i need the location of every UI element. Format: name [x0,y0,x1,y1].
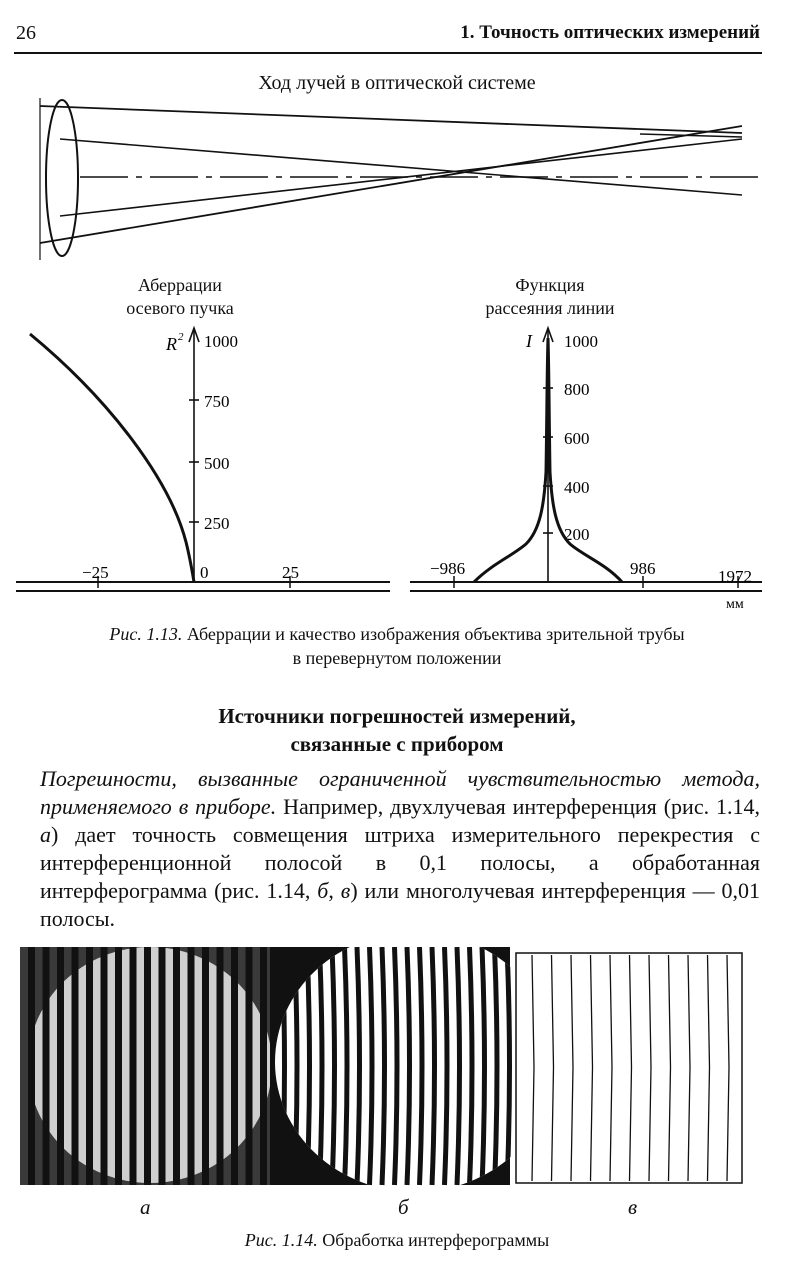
chapter-title: 1. Точность оптических измерений [460,22,760,43]
aberration-plot [0,320,400,600]
lsf-x-unit: мм [726,597,744,612]
fringe-stripe [246,947,253,1185]
paragraph-text: , [328,878,341,903]
fringe-stripe [217,947,224,1185]
lsf-y-tick-label: 400 [564,478,590,497]
page-number: 26 [16,22,36,44]
fringe-stripe [495,947,498,1185]
figure-1-13-caption [0,622,794,670]
lsf-y-tick-label: 600 [564,429,590,448]
caption-label: Рис. 1.13. [109,624,183,644]
fringe-stripe [507,947,510,1185]
lsf-x-tick-label: 1972 [718,567,752,586]
fringe-stripe [28,947,35,1185]
lsf-x-tick-label: −986 [430,559,466,578]
lsf-plot [400,320,794,620]
upper-ray [40,106,742,133]
caption-text: Обработка интерферограммы [322,1230,550,1250]
fringe-stripe [173,947,180,1185]
fringe-stripe [231,947,238,1185]
fringe-stripe [445,947,448,1185]
panel-label-a: а [140,1195,151,1219]
lens-shape [46,100,78,256]
fringe-stripe [159,947,166,1185]
aberration-title-line2: осевого пучка [126,298,234,318]
lsf-y-tick-label: 1000 [564,332,598,351]
header-rule [14,52,762,54]
paragraph-text: ) или многолучевая интерференция — 0,01 полосы. [40,878,760,931]
paragraph-text: ) дает точность совмещения штриха измерительного перекрестия с интерференционной полосой в 0,1 полосы, а обработанная интерферограмма (рис. 1.14, [40,822,760,903]
figure-1-14-caption [0,1228,794,1252]
fringe-stripe [202,947,209,1185]
lsf-y-label: I [526,331,532,351]
section-heading-line1: Источники погрешностей измерений, [218,704,576,728]
fringe-stripe [43,947,50,1185]
lsf-title-line1: Функция [515,275,585,295]
aberration-x-tick-label: 0 [200,563,209,582]
fringe-stripe [420,947,423,1185]
fringe-stripe [407,947,410,1185]
fringe-stripe [57,947,64,1185]
panel-label-v: в [628,1195,638,1219]
lower-ray [40,126,742,243]
lsf-title-line2: рассеяния линии [485,298,615,318]
section-heading [0,702,794,758]
aberration-y-tick-label: 750 [204,392,230,411]
caption-text: в перевернутом положении [292,648,502,668]
aberration-y-tick-label: 1000 [204,332,238,351]
aberration-y-superscript: 2 [178,331,184,343]
fringe-stripe [482,947,485,1185]
fringe-stripe [101,947,108,1185]
aberration-title-line1: Аберрации [138,275,222,295]
paragraph-text: Например, двухлучевая интерференция (рис. 1.14, [276,794,760,819]
fringe-stripe [188,947,195,1185]
aberration-y-tick-label: 500 [204,454,230,473]
interferogram-panel-a [20,947,272,1185]
lsf-y-tick-label: 800 [564,380,590,399]
ray-diagram [0,90,794,270]
figure-ref: в [340,878,351,903]
aberration-x-tick-label: 25 [282,563,299,582]
lsf-y-tick-label: 200 [564,525,590,544]
section-heading-line2: связанные с прибором [290,732,504,756]
inner-ray-1 [60,139,742,195]
fringe-stripe [332,947,335,1185]
lsf-x-tick-label: 986 [630,559,656,578]
interferogram-figure [20,947,750,1192]
fringe-stripe [144,947,151,1185]
fringe-stripe [86,947,93,1185]
aberration-y-tick-label: 250 [204,514,230,533]
caption-label: Рис. 1.14. [244,1230,318,1250]
fringe-stripe [115,947,122,1185]
fringe-stripe [260,947,267,1185]
body-paragraph [40,765,760,933]
panel-label-b: б [398,1195,409,1219]
figure-ref: б [317,878,329,903]
fringe-stripe [457,947,460,1185]
caption-text: Аберрации и качество изображения объектива зрительной трубы [186,624,685,644]
fringe-stripe [72,947,79,1185]
fringe-stripe [370,947,373,1185]
fringe-stripe [470,947,473,1185]
fringe-stripe [382,947,385,1185]
aberration-x-tick-label: −25 [82,563,109,582]
figure-ref: а [40,822,51,847]
fringe-stripe [130,947,137,1185]
fringe-stripe [320,947,323,1185]
fringe-stripe [357,947,360,1185]
fringe-stripe [395,947,398,1185]
aberration-y-label: R [166,334,177,354]
interferogram-panel-c [516,953,742,1183]
paragraph-italic-lead: Погрешности, вызванные ограниченной чувствительностью метода, применяемого в приборе. [40,766,760,819]
aberration-curve [30,334,194,582]
fringe-stripe [432,947,435,1185]
fringe-stripe [345,947,348,1185]
ray-diagram-title: Ход лучей в оптической системе [258,72,536,94]
